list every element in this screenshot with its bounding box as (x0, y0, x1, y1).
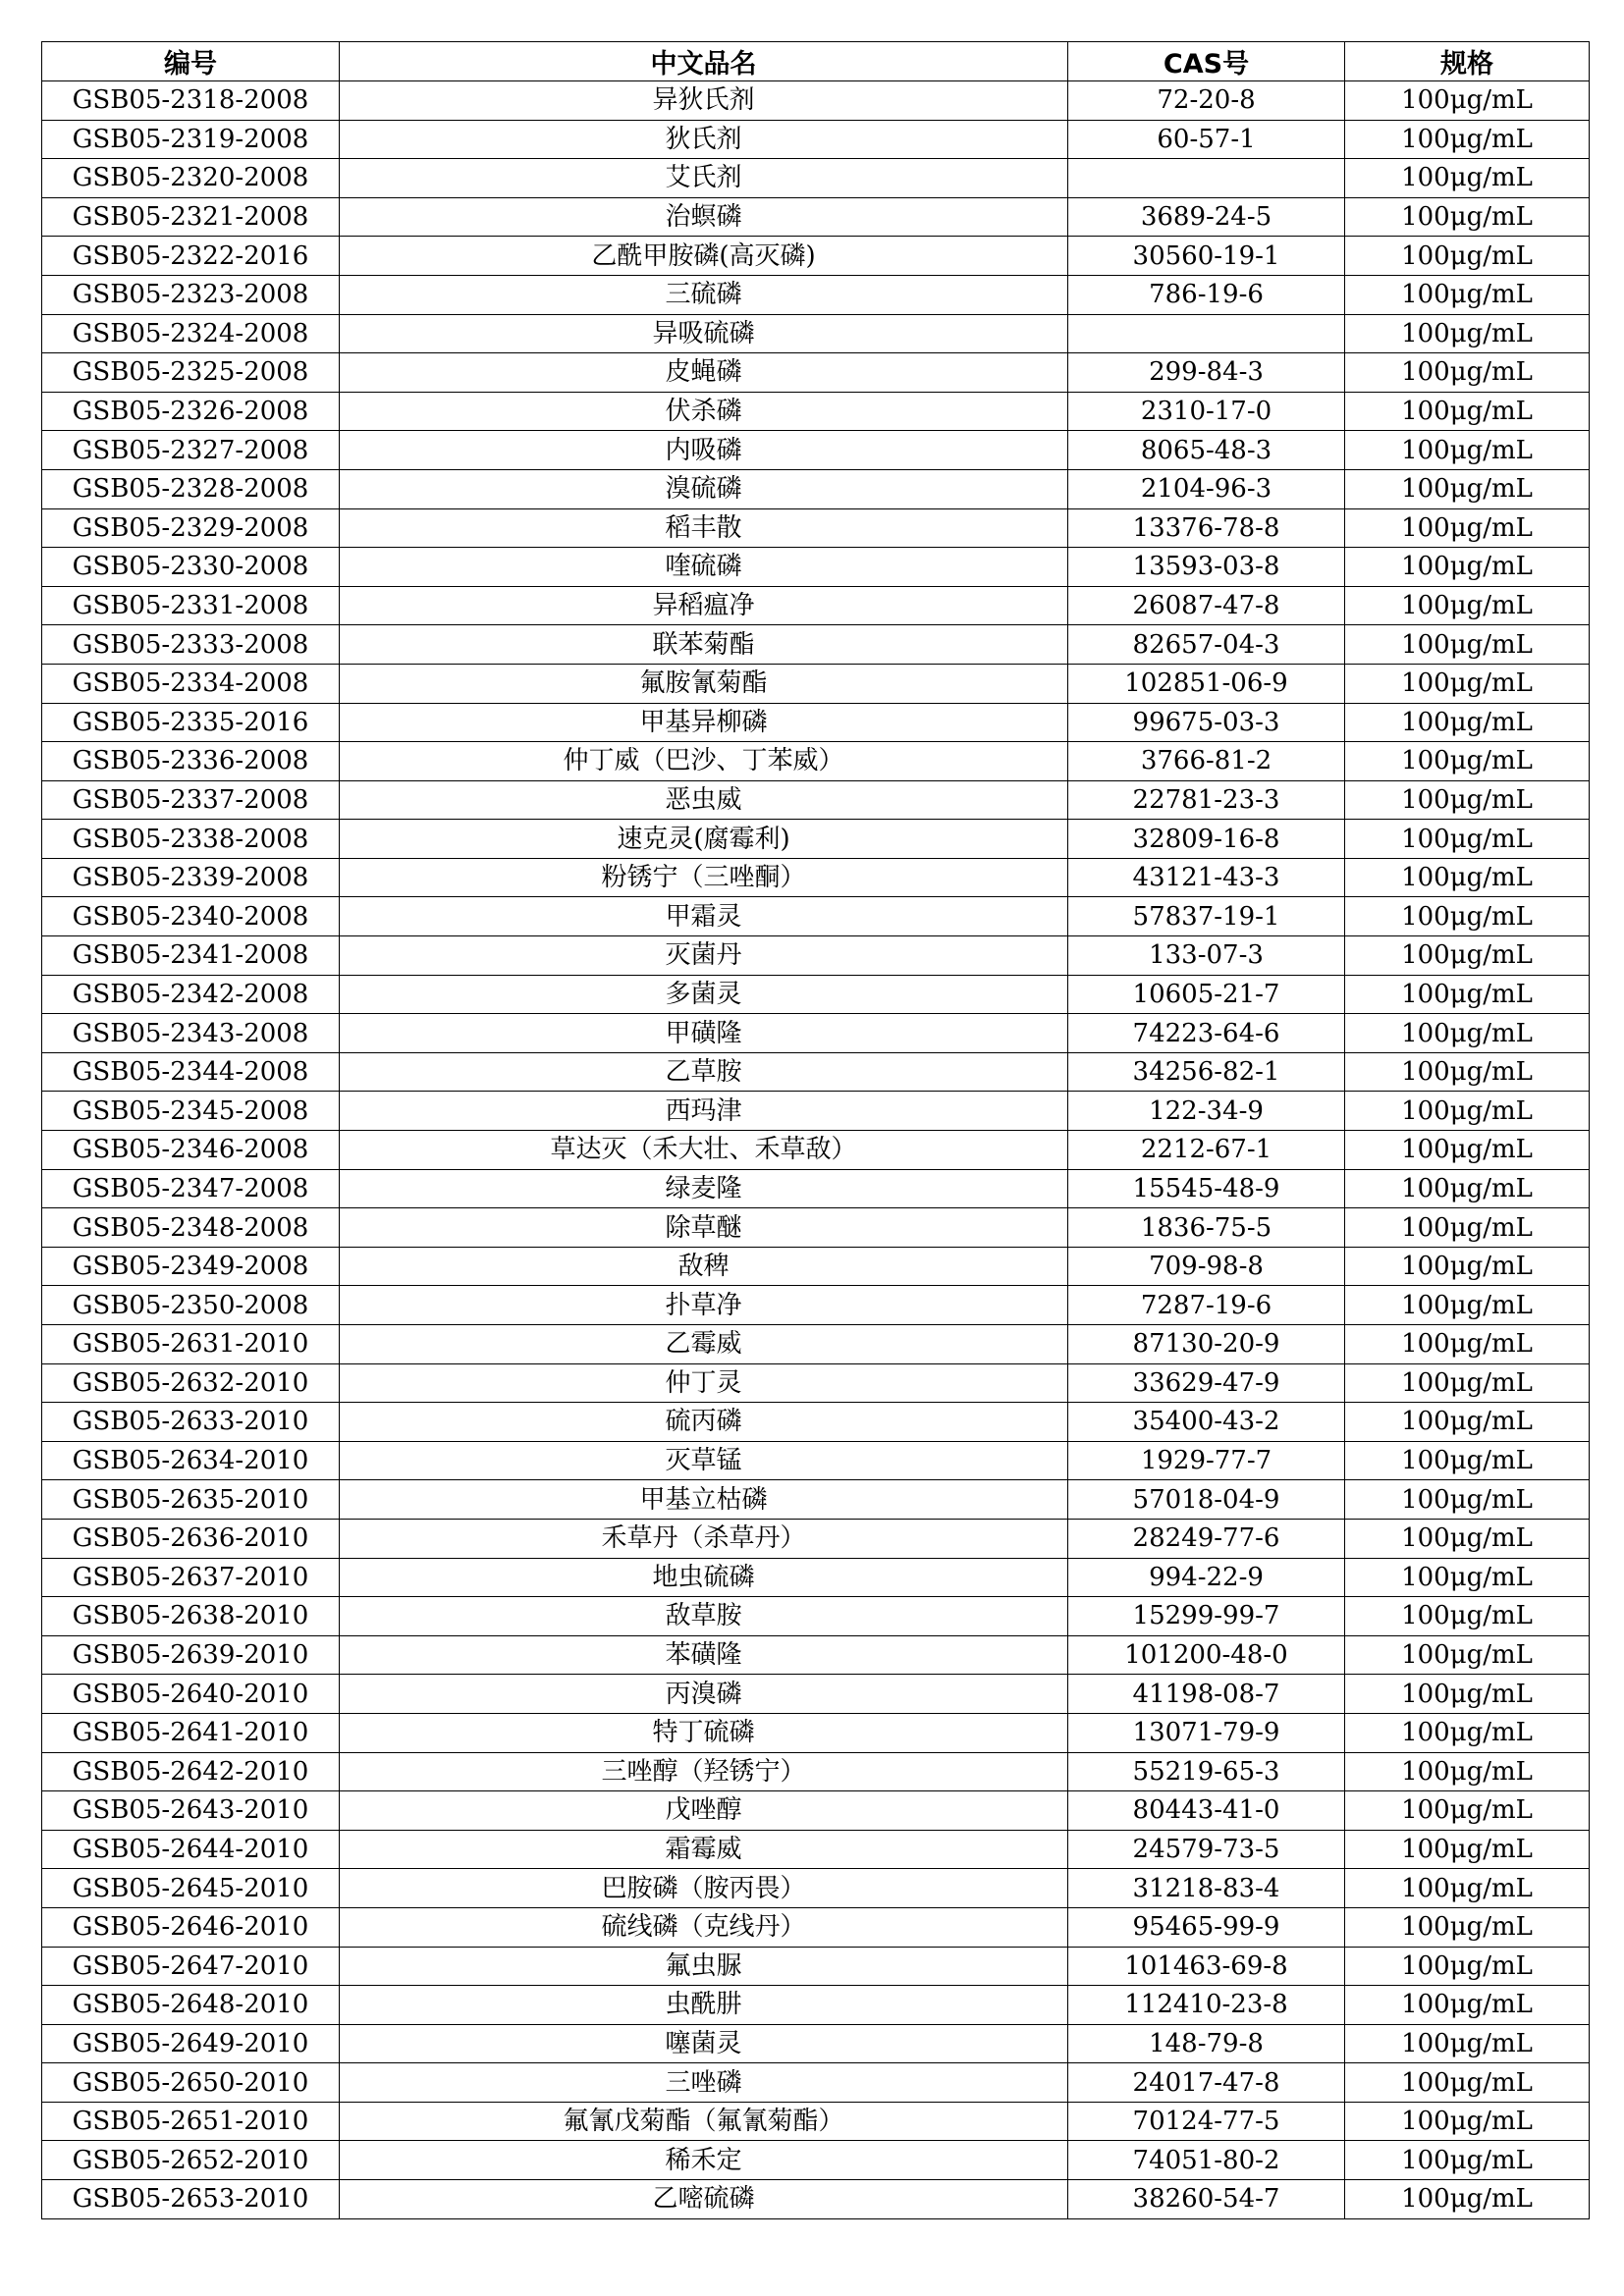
table-row (42, 820, 1590, 859)
code-cell: GSB05-2338-2008 (42, 820, 340, 859)
code-cell: GSB05-2653-2010 (42, 2180, 340, 2219)
chinese-name-cell: 氟虫脲 (340, 1947, 1068, 1986)
code-cell: GSB05-2328-2008 (42, 469, 340, 508)
specification-cell: 100μg/mL (1345, 1869, 1590, 1908)
table-row (42, 1986, 1590, 2025)
table-row (42, 1907, 1590, 1947)
table-row (42, 1325, 1590, 1364)
code-cell: GSB05-2343-2008 (42, 1014, 340, 1053)
cas-number-cell: 3689-24-5 (1068, 197, 1345, 237)
chinese-name-cell: 硫线磷（克线丹） (340, 1907, 1068, 1947)
specification-cell: 100μg/mL (1345, 1752, 1590, 1791)
specification-cell: 100μg/mL (1345, 1092, 1590, 1131)
chinese-name-cell: 联苯菊酯 (340, 625, 1068, 665)
cas-number-cell: 60-57-1 (1068, 120, 1345, 159)
table-row (42, 1363, 1590, 1403)
table-row (42, 81, 1590, 121)
header-chinese-name: 中文品名 (340, 42, 1068, 81)
cas-number-cell: 74051-80-2 (1068, 2141, 1345, 2180)
specification-cell: 100μg/mL (1345, 625, 1590, 665)
specification-cell: 100μg/mL (1345, 2024, 1590, 2063)
specification-cell: 100μg/mL (1345, 1558, 1590, 1597)
specification-cell: 100μg/mL (1345, 431, 1590, 470)
table-body (42, 81, 1590, 2219)
specification-cell: 100μg/mL (1345, 742, 1590, 781)
cas-number-cell: 24579-73-5 (1068, 1830, 1345, 1869)
code-cell: GSB05-2331-2008 (42, 586, 340, 625)
chinese-name-cell: 三唑醇（羟锈宁） (340, 1752, 1068, 1791)
cas-number-cell: 55219-65-3 (1068, 1752, 1345, 1791)
code-cell: GSB05-2652-2010 (42, 2141, 340, 2180)
specification-cell: 100μg/mL (1345, 975, 1590, 1014)
specification-cell: 100μg/mL (1345, 1791, 1590, 1831)
chinese-name-cell: 三唑磷 (340, 2063, 1068, 2103)
chinese-name-cell: 苯磺隆 (340, 1635, 1068, 1675)
specification-cell: 100μg/mL (1345, 120, 1590, 159)
table-row (42, 1208, 1590, 1248)
table-row (42, 1519, 1590, 1558)
cas-number-cell: 13376-78-8 (1068, 508, 1345, 548)
table-row (42, 2063, 1590, 2103)
table-row (42, 1830, 1590, 1869)
cas-number-cell: 74223-64-6 (1068, 1014, 1345, 1053)
code-cell: GSB05-2337-2008 (42, 780, 340, 820)
chinese-name-cell: 乙酰甲胺磷(高灭磷) (340, 237, 1068, 276)
specification-cell: 100μg/mL (1345, 664, 1590, 703)
cas-number-cell: 24017-47-8 (1068, 2063, 1345, 2103)
cas-number-cell: 28249-77-6 (1068, 1519, 1345, 1558)
specification-cell: 100μg/mL (1345, 897, 1590, 936)
code-cell: GSB05-2638-2010 (42, 1597, 340, 1636)
specification-cell: 100μg/mL (1345, 1131, 1590, 1170)
chinese-name-cell: 氟氰戊菊酯（氟氰菊酯） (340, 2102, 1068, 2141)
table-row (42, 1403, 1590, 1442)
table-row (42, 1052, 1590, 1092)
cas-number-cell: 35400-43-2 (1068, 1403, 1345, 1442)
code-cell: GSB05-2631-2010 (42, 1325, 340, 1364)
chinese-name-cell: 粉锈宁（三唑酮） (340, 858, 1068, 897)
code-cell: GSB05-2346-2008 (42, 1131, 340, 1170)
chinese-name-cell: 内吸磷 (340, 431, 1068, 470)
table-row (42, 780, 1590, 820)
chinese-name-cell: 恶虫威 (340, 780, 1068, 820)
specification-cell: 100μg/mL (1345, 1403, 1590, 1442)
cas-number-cell: 34256-82-1 (1068, 1052, 1345, 1092)
specification-cell: 100μg/mL (1345, 1635, 1590, 1675)
code-cell: GSB05-2335-2016 (42, 703, 340, 742)
table-row (42, 197, 1590, 237)
specification-cell: 100μg/mL (1345, 353, 1590, 393)
chinese-name-cell: 甲基立枯磷 (340, 1480, 1068, 1520)
chinese-name-cell: 西玛津 (340, 1092, 1068, 1131)
specification-cell: 100μg/mL (1345, 314, 1590, 353)
chinese-name-cell: 治螟磷 (340, 197, 1068, 237)
table-row (42, 275, 1590, 314)
header-code: 编号 (42, 42, 340, 81)
table-row (42, 1558, 1590, 1597)
chinese-name-cell: 敌草胺 (340, 1597, 1068, 1636)
chinese-name-cell: 戊唑醇 (340, 1791, 1068, 1831)
code-cell: GSB05-2632-2010 (42, 1363, 340, 1403)
chinese-name-cell: 巴胺磷（胺丙畏） (340, 1869, 1068, 1908)
cas-number-cell: 15299-99-7 (1068, 1597, 1345, 1636)
table-row (42, 392, 1590, 431)
code-cell: GSB05-2633-2010 (42, 1403, 340, 1442)
code-cell: GSB05-2329-2008 (42, 508, 340, 548)
code-cell: GSB05-2344-2008 (42, 1052, 340, 1092)
table-row (42, 353, 1590, 393)
code-cell: GSB05-2645-2010 (42, 1869, 340, 1908)
table-row (42, 1247, 1590, 1286)
code-cell: GSB05-2648-2010 (42, 1986, 340, 2025)
table-row (42, 1635, 1590, 1675)
chinese-name-cell: 敌稗 (340, 1247, 1068, 1286)
cas-number-cell: 26087-47-8 (1068, 586, 1345, 625)
table-row (42, 469, 1590, 508)
chinese-name-cell: 三硫磷 (340, 275, 1068, 314)
code-cell: GSB05-2637-2010 (42, 1558, 340, 1597)
code-cell: GSB05-2323-2008 (42, 275, 340, 314)
cas-number-cell (1068, 314, 1345, 353)
code-cell: GSB05-2339-2008 (42, 858, 340, 897)
table-row (42, 314, 1590, 353)
specification-cell: 100μg/mL (1345, 1675, 1590, 1714)
cas-number-cell: 13593-03-8 (1068, 548, 1345, 587)
specification-cell: 100μg/mL (1345, 1947, 1590, 1986)
cas-number-cell: 1836-75-5 (1068, 1208, 1345, 1248)
specification-cell: 100μg/mL (1345, 1286, 1590, 1325)
specification-cell: 100μg/mL (1345, 1519, 1590, 1558)
code-cell: GSB05-2650-2010 (42, 2063, 340, 2103)
standards-table (41, 41, 1590, 2219)
specification-cell: 100μg/mL (1345, 159, 1590, 198)
table-row (42, 1092, 1590, 1131)
code-cell: GSB05-2318-2008 (42, 81, 340, 121)
specification-cell: 100μg/mL (1345, 2063, 1590, 2103)
specification-cell: 100μg/mL (1345, 780, 1590, 820)
table-row (42, 936, 1590, 976)
chinese-name-cell: 除草醚 (340, 1208, 1068, 1248)
code-cell: GSB05-2345-2008 (42, 1092, 340, 1131)
specification-cell: 100μg/mL (1345, 1986, 1590, 2025)
specification-cell: 100μg/mL (1345, 81, 1590, 121)
header-specification: 规格 (1345, 42, 1590, 81)
chinese-name-cell: 伏杀磷 (340, 392, 1068, 431)
code-cell: GSB05-2322-2016 (42, 237, 340, 276)
cas-number-cell: 2212-67-1 (1068, 1131, 1345, 1170)
table-header (42, 42, 1590, 81)
cas-number-cell: 102851-06-9 (1068, 664, 1345, 703)
table-row (42, 1752, 1590, 1791)
chinese-name-cell: 特丁硫磷 (340, 1713, 1068, 1752)
cas-number-cell: 87130-20-9 (1068, 1325, 1345, 1364)
chinese-name-cell: 甲磺隆 (340, 1014, 1068, 1053)
specification-cell: 100μg/mL (1345, 237, 1590, 276)
cas-number-cell: 13071-79-9 (1068, 1713, 1345, 1752)
table-row (42, 664, 1590, 703)
specification-cell: 100μg/mL (1345, 858, 1590, 897)
specification-cell: 100μg/mL (1345, 586, 1590, 625)
cas-number-cell: 101463-69-8 (1068, 1947, 1345, 1986)
cas-number-cell: 112410-23-8 (1068, 1986, 1345, 2025)
table-row (42, 1014, 1590, 1053)
code-cell: GSB05-2649-2010 (42, 2024, 340, 2063)
cas-number-cell: 2104-96-3 (1068, 469, 1345, 508)
table-row (42, 2024, 1590, 2063)
code-cell: GSB05-2634-2010 (42, 1441, 340, 1480)
specification-cell: 100μg/mL (1345, 1169, 1590, 1208)
chinese-name-cell: 噻菌灵 (340, 2024, 1068, 2063)
chinese-name-cell: 艾氏剂 (340, 159, 1068, 198)
table-row (42, 1869, 1590, 1908)
specification-cell: 100μg/mL (1345, 548, 1590, 587)
table-row (42, 1597, 1590, 1636)
cas-number-cell: 101200-48-0 (1068, 1635, 1345, 1675)
specification-cell: 100μg/mL (1345, 1830, 1590, 1869)
specification-cell: 100μg/mL (1345, 1014, 1590, 1053)
cas-number-cell: 99675-03-3 (1068, 703, 1345, 742)
specification-cell: 100μg/mL (1345, 1052, 1590, 1092)
specification-cell: 100μg/mL (1345, 1907, 1590, 1947)
code-cell: GSB05-2320-2008 (42, 159, 340, 198)
chinese-name-cell: 仲丁威（巴沙、丁苯威） (340, 742, 1068, 781)
cas-number-cell: 2310-17-0 (1068, 392, 1345, 431)
code-cell: GSB05-2641-2010 (42, 1713, 340, 1752)
chinese-name-cell: 速克灵(腐霉利) (340, 820, 1068, 859)
table-row (42, 548, 1590, 587)
chinese-name-cell: 丙溴磷 (340, 1675, 1068, 1714)
chinese-name-cell: 喹硫磷 (340, 548, 1068, 587)
code-cell: GSB05-2342-2008 (42, 975, 340, 1014)
cas-number-cell: 70124-77-5 (1068, 2102, 1345, 2141)
chinese-name-cell: 禾草丹（杀草丹） (340, 1519, 1068, 1558)
code-cell: GSB05-2334-2008 (42, 664, 340, 703)
table-row (42, 2180, 1590, 2219)
cas-number-cell: 41198-08-7 (1068, 1675, 1345, 1714)
table-row (42, 120, 1590, 159)
chinese-name-cell: 异稻瘟净 (340, 586, 1068, 625)
specification-cell: 100μg/mL (1345, 936, 1590, 976)
cas-number-cell: 33629-47-9 (1068, 1363, 1345, 1403)
specification-cell: 100μg/mL (1345, 508, 1590, 548)
chinese-name-cell: 扑草净 (340, 1286, 1068, 1325)
code-cell: GSB05-2319-2008 (42, 120, 340, 159)
code-cell: GSB05-2325-2008 (42, 353, 340, 393)
table-row (42, 975, 1590, 1014)
table-row (42, 586, 1590, 625)
cas-number-cell: 32809-16-8 (1068, 820, 1345, 859)
cas-number-cell: 1929-77-7 (1068, 1441, 1345, 1480)
code-cell: GSB05-2336-2008 (42, 742, 340, 781)
chinese-name-cell: 甲基异柳磷 (340, 703, 1068, 742)
code-cell: GSB05-2639-2010 (42, 1635, 340, 1675)
table-row (42, 2102, 1590, 2141)
chinese-name-cell: 乙草胺 (340, 1052, 1068, 1092)
cas-number-cell: 30560-19-1 (1068, 237, 1345, 276)
specification-cell: 100μg/mL (1345, 392, 1590, 431)
specification-cell: 100μg/mL (1345, 275, 1590, 314)
code-cell: GSB05-2651-2010 (42, 2102, 340, 2141)
cas-number-cell: 72-20-8 (1068, 81, 1345, 121)
chinese-name-cell: 稻丰散 (340, 508, 1068, 548)
chinese-name-cell: 霜霉威 (340, 1830, 1068, 1869)
chinese-name-cell: 溴硫磷 (340, 469, 1068, 508)
code-cell: GSB05-2347-2008 (42, 1169, 340, 1208)
code-cell: GSB05-2635-2010 (42, 1480, 340, 1520)
cas-number-cell: 38260-54-7 (1068, 2180, 1345, 2219)
cas-number-cell: 299-84-3 (1068, 353, 1345, 393)
table-row (42, 858, 1590, 897)
cas-number-cell: 82657-04-3 (1068, 625, 1345, 665)
chinese-name-cell: 硫丙磷 (340, 1403, 1068, 1442)
chinese-name-cell: 乙霉威 (340, 1325, 1068, 1364)
table-row (42, 897, 1590, 936)
cas-number-cell: 148-79-8 (1068, 2024, 1345, 2063)
table-row (42, 1791, 1590, 1831)
cas-number-cell: 709-98-8 (1068, 1247, 1345, 1286)
table-row (42, 1441, 1590, 1480)
cas-number-cell: 7287-19-6 (1068, 1286, 1345, 1325)
header-row (42, 42, 1590, 81)
specification-cell: 100μg/mL (1345, 820, 1590, 859)
chinese-name-cell: 皮蝇磷 (340, 353, 1068, 393)
chinese-name-cell: 异吸硫磷 (340, 314, 1068, 353)
chinese-name-cell: 虫酰肼 (340, 1986, 1068, 2025)
code-cell: GSB05-2327-2008 (42, 431, 340, 470)
cas-number-cell: 15545-48-9 (1068, 1169, 1345, 1208)
specification-cell: 100μg/mL (1345, 1325, 1590, 1364)
table-row (42, 508, 1590, 548)
chinese-name-cell: 地虫硫磷 (340, 1558, 1068, 1597)
chinese-name-cell: 乙嘧硫磷 (340, 2180, 1068, 2219)
chinese-name-cell: 氟胺氰菊酯 (340, 664, 1068, 703)
table-row (42, 625, 1590, 665)
specification-cell: 100μg/mL (1345, 2102, 1590, 2141)
specification-cell: 100μg/mL (1345, 197, 1590, 237)
code-cell: GSB05-2647-2010 (42, 1947, 340, 1986)
code-cell: GSB05-2636-2010 (42, 1519, 340, 1558)
table-row (42, 159, 1590, 198)
table-row (42, 1675, 1590, 1714)
table-row (42, 1713, 1590, 1752)
chinese-name-cell: 稀禾定 (340, 2141, 1068, 2180)
code-cell: GSB05-2324-2008 (42, 314, 340, 353)
chinese-name-cell: 多菌灵 (340, 975, 1068, 1014)
chinese-name-cell: 甲霜灵 (340, 897, 1068, 936)
cas-number-cell: 133-07-3 (1068, 936, 1345, 976)
cas-number-cell: 80443-41-0 (1068, 1791, 1345, 1831)
cas-number-cell: 57837-19-1 (1068, 897, 1345, 936)
code-cell: GSB05-2640-2010 (42, 1675, 340, 1714)
specification-cell: 100μg/mL (1345, 1208, 1590, 1248)
specification-cell: 100μg/mL (1345, 1363, 1590, 1403)
specification-cell: 100μg/mL (1345, 1441, 1590, 1480)
code-cell: GSB05-2643-2010 (42, 1791, 340, 1831)
code-cell: GSB05-2326-2008 (42, 392, 340, 431)
chinese-name-cell: 异狄氏剂 (340, 81, 1068, 121)
code-cell: GSB05-2642-2010 (42, 1752, 340, 1791)
cas-number-cell: 57018-04-9 (1068, 1480, 1345, 1520)
code-cell: GSB05-2340-2008 (42, 897, 340, 936)
code-cell: GSB05-2341-2008 (42, 936, 340, 976)
cas-number-cell: 43121-43-3 (1068, 858, 1345, 897)
chinese-name-cell: 灭菌丹 (340, 936, 1068, 976)
specification-cell: 100μg/mL (1345, 1247, 1590, 1286)
specification-cell: 100μg/mL (1345, 1713, 1590, 1752)
cas-number-cell (1068, 159, 1345, 198)
table-row (42, 2141, 1590, 2180)
cas-number-cell: 22781-23-3 (1068, 780, 1345, 820)
table-row (42, 1169, 1590, 1208)
code-cell: GSB05-2644-2010 (42, 1830, 340, 1869)
code-cell: GSB05-2330-2008 (42, 548, 340, 587)
table-row (42, 237, 1590, 276)
specification-cell: 100μg/mL (1345, 2141, 1590, 2180)
chinese-name-cell: 绿麦隆 (340, 1169, 1068, 1208)
cas-number-cell: 8065-48-3 (1068, 431, 1345, 470)
cas-number-cell: 10605-21-7 (1068, 975, 1345, 1014)
table-row (42, 1480, 1590, 1520)
code-cell: GSB05-2321-2008 (42, 197, 340, 237)
code-cell: GSB05-2646-2010 (42, 1907, 340, 1947)
table-row (42, 742, 1590, 781)
chinese-name-cell: 仲丁灵 (340, 1363, 1068, 1403)
cas-number-cell: 95465-99-9 (1068, 1907, 1345, 1947)
table-row (42, 1131, 1590, 1170)
cas-number-cell: 31218-83-4 (1068, 1869, 1345, 1908)
table-row (42, 1947, 1590, 1986)
cas-number-cell: 3766-81-2 (1068, 742, 1345, 781)
table-row (42, 703, 1590, 742)
header-cas-number: CAS号 (1068, 42, 1345, 81)
cas-number-cell: 786-19-6 (1068, 275, 1345, 314)
specification-cell: 100μg/mL (1345, 1597, 1590, 1636)
specification-cell: 100μg/mL (1345, 1480, 1590, 1520)
code-cell: GSB05-2349-2008 (42, 1247, 340, 1286)
table-row (42, 431, 1590, 470)
code-cell: GSB05-2333-2008 (42, 625, 340, 665)
specification-cell: 100μg/mL (1345, 469, 1590, 508)
cas-number-cell: 122-34-9 (1068, 1092, 1345, 1131)
chinese-name-cell: 灭草锰 (340, 1441, 1068, 1480)
table-row (42, 1286, 1590, 1325)
code-cell: GSB05-2350-2008 (42, 1286, 340, 1325)
cas-number-cell: 994-22-9 (1068, 1558, 1345, 1597)
specification-cell: 100μg/mL (1345, 2180, 1590, 2219)
code-cell: GSB05-2348-2008 (42, 1208, 340, 1248)
chinese-name-cell: 狄氏剂 (340, 120, 1068, 159)
chinese-name-cell: 草达灭（禾大壮、禾草敌） (340, 1131, 1068, 1170)
specification-cell: 100μg/mL (1345, 703, 1590, 742)
